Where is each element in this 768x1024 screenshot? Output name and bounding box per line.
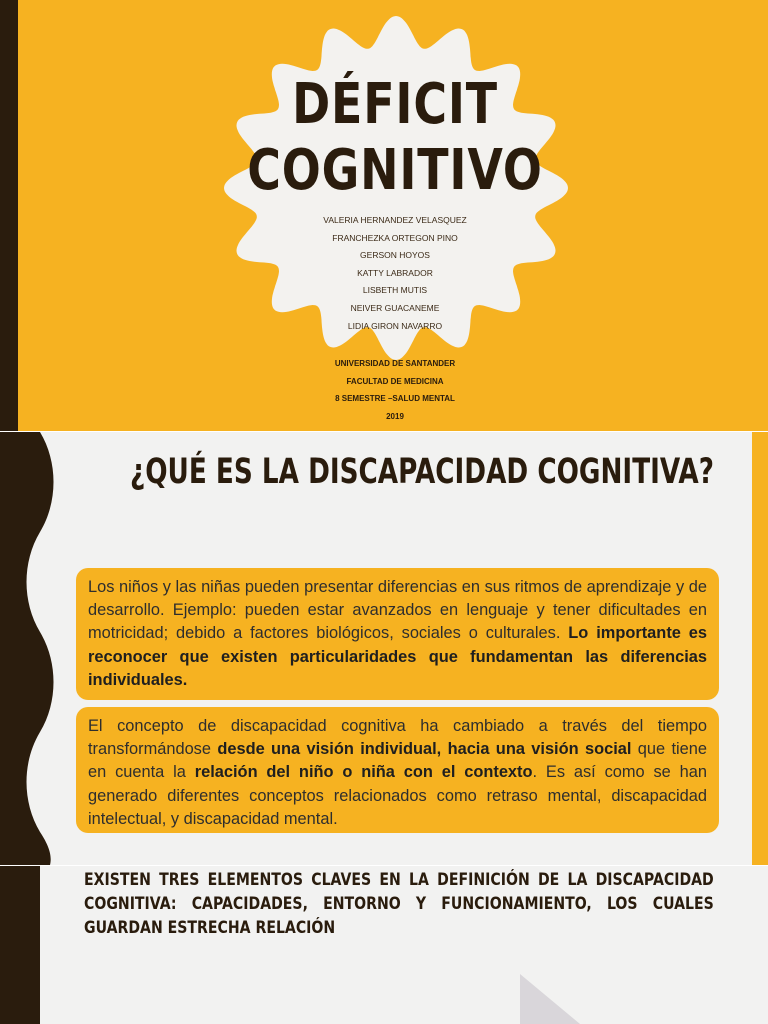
author-name: LISBETH MUTIS	[362, 285, 428, 296]
university-name: UNIVERSIDAD DE SANTANDER	[334, 359, 456, 368]
left-dark-bar	[0, 866, 40, 1024]
definition-slide	[0, 432, 768, 865]
faculty-name: FACULTAD DE MEDICINA	[346, 376, 444, 386]
author-name: KATTY LABRADOR	[357, 267, 433, 278]
decorative-triangle	[520, 974, 580, 1024]
semester-info: 8 SEMESTRE –SALUD MENTAL	[335, 394, 455, 403]
author-name: LIDIA GIRON NAVARRO	[347, 320, 443, 331]
left-wave-border	[0, 432, 60, 865]
key-elements-text-content: EXISTEN TRES ELEMENTOS CLAVES EN LA DEFINICIÓN DE LA DISCAPACIDAD COGNITIVA: CAPACIDADES, ENTORNO Y FUNCIONAMIENTO, LOS CUALES GUARDAN ESTRECHA RELACIÓN	[84, 870, 714, 938]
box2-bold-1: desde una visión individual, hacia una visión social	[217, 740, 632, 759]
title-slide	[0, 0, 768, 431]
author-list	[260, 212, 530, 335]
title-line-1: DÉFICIT	[292, 72, 498, 137]
year: 2019	[386, 411, 404, 421]
info-box-2	[76, 707, 719, 833]
key-elements-text	[84, 868, 714, 940]
box1-bold-text: Lo importante es reconocer que existen particularidades que fundamentan las diferencias individuales.	[88, 624, 707, 689]
box2-bold-2: relación del niño o niña con el contexto	[194, 763, 533, 782]
author-name: NEIVER GUACANEME	[350, 302, 440, 313]
box1-text: Los niños y las niñas pueden presentar diferencias en sus ritmos de aprendizaje y de desarrollo. Ejemplo: pueden estar avanzados en lenguaje y tener dificultades en motricidad; debido a factores biológicos, sociales o culturales.	[88, 578, 707, 643]
box2-text-2: que tiene en cuenta la	[88, 740, 707, 782]
author-name: FRANCHEZKA ORTEGON PINO	[332, 232, 458, 243]
key-elements-slide	[0, 866, 768, 1024]
box2-text-3: . Es así como se han generado diferentes conceptos relacionados como retraso mental, discapacidad intelectual, y discapacidad mental.	[88, 763, 707, 828]
box2-text-1: El concepto de discapacidad cognitiva ha cambiado a través del tiempo transformándose	[88, 717, 707, 759]
right-accent-bar	[752, 432, 768, 865]
info-box-1	[76, 568, 719, 700]
slide-heading: ¿QUÉ ES LA DISCAPACIDAD COGNITIVA?	[130, 452, 714, 492]
title-line-2: COGNITIVO	[247, 138, 543, 203]
author-name: GERSON HOYOS	[360, 250, 430, 261]
author-name: VALERIA HERNANDEZ VELASQUEZ	[323, 215, 467, 225]
institution-info	[250, 355, 540, 425]
